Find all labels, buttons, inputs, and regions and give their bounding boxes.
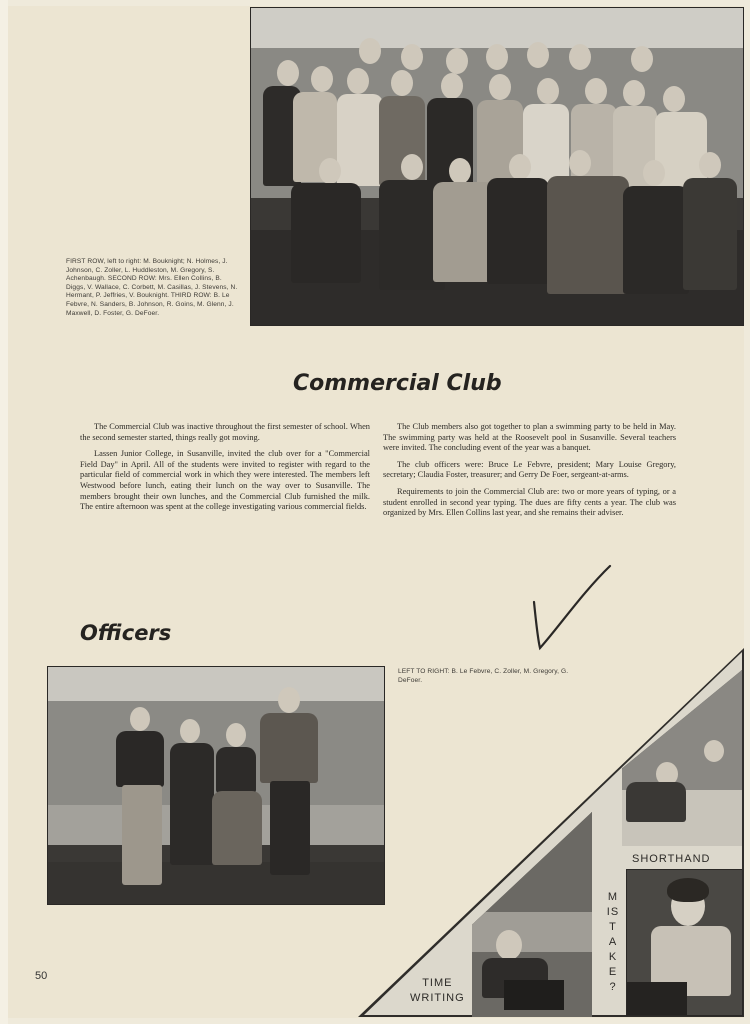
officers-title: Officers: [80, 621, 172, 645]
paragraph: The Commercial Club was inactive throughout the first semester of school. When the second semester started, things really got moving.: [80, 422, 370, 442]
officers-caption: LEFT TO RIGHT: B. Le Febvre, C. Zoller, M. Gregory, G. DeFoer.: [398, 668, 569, 684]
paragraph: Lassen Junior College, in Susanville, invited the club over for a "Commercial Field Day" in April. All of the students were invited to register with regard to the particular field of commercial work in which they were interested. The members left Westwood before lunch, eating their lunch on the way over to Susanville. The members brought their own lunches, and the Commercial Club furnished the milk. The entire afternoon was spent at the college investigating various commercial fields.: [80, 449, 370, 512]
shorthand-label: SHORTHAND: [632, 853, 711, 865]
page-number: 50: [35, 970, 48, 982]
mistake-photo: [627, 870, 742, 1015]
paragraph: Requirements to join the Commercial Club are: two or more years of typing, or a student enrolled in second year typing. The dues are fifty cents a year. The club was organized by Mrs. Ellen Collins last year, and she remains their adviser.: [383, 486, 676, 518]
time-writing-label: TIME WRITING: [410, 977, 465, 1004]
group-photo-caption: FIRST ROW, left to right: M. Bouknight; N. Holmes, J. Johnson, C. Zoller, L. Huddleston, M. Gregory, S. Achenbaugh. SECOND ROW: Mrs. Ellen Collins, B. Diggs, V. Wallace, C. Corbett, M. Casillas, J. Stevens, N. Hermant, P. Jeffries, V. Bouknight. THIRD ROW: B. Le Febvre, N. Sanders, B. Johnson, R. Goins, M. Glenn, J. Maxwell, D. Foster, G. DeFoer.: [66, 258, 238, 317]
paragraph: The club officers were: Bruce Le Febvre, president; Mary Louise Gregory, secretary; Claudia Foster, treasurer; and Gerry De Foer, sergeant-at-arms.: [383, 459, 676, 480]
paragraph: The Club members also got together to plan a swimming party to be held in May. The swimming party was held at the Roosevelt pool in Susanville. Several teachers were invited. The concluding event of the year was a banquet.: [383, 422, 676, 453]
mistake-label: MISTAKE?: [606, 891, 620, 993]
article-title: Commercial Club: [293, 371, 502, 396]
